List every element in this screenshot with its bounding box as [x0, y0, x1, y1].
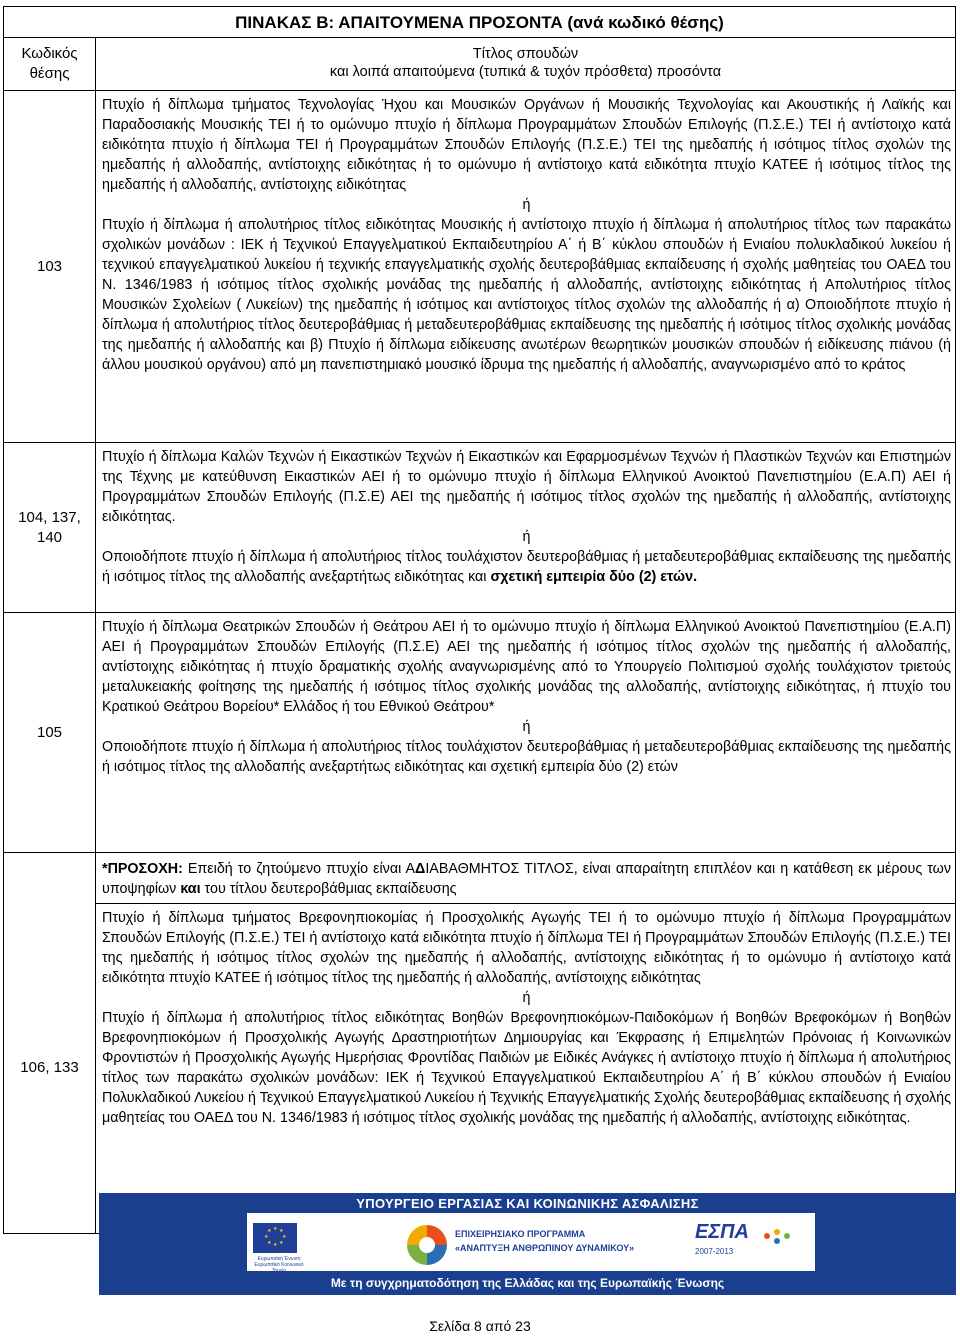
- qualification-text: [96, 613, 956, 853]
- position-code: 105: [4, 613, 96, 853]
- header-code-line2: θέσης: [29, 65, 70, 82]
- table-row-103: [4, 91, 956, 443]
- note-text: [96, 853, 956, 904]
- table-title: ΠΙΝΑΚΑΣ Β: ΑΠΑΙΤΟΥΜΕΝΑ ΠΡΟΣΟΝΤΑ (ανά κωδικό θέσης): [4, 7, 956, 38]
- qualification-paragraph: Πτυχίο ή δίπλωμα ή απολυτήριος τίτλος ειδικότητας Μουσικής ή αντίστοιχο πτυχίο ή δίπλωμα ή απολυτήριος τίτλος των παρακάτω σχολικών μονάδων : ΙΕΚ ή Τεχνικού Επαγγελματικού Εκπαιδευτηρίου Α΄ ή Β΄ κύκλου σπουδών ή Ενιαίου πολυκλαδικού λυκείου ή τεχνικού επαγγελματικού λυκείου ή τεχνικής επαγγελματικής σχολής δευτεροβάθμιας εκπαίδευσης ή σχολής μαθητείας του ΟΑΕΔ του Ν. 1346/1983 ή ισότιμος τίτλος σχολικής μονάδας της ημεδαπής ή αλλοδαπής, αντίστοιχης ειδικότητας ή Απολυτήριος τίτλος Μουσικών Σχολείων ( Λυκείων) της ημεδαπής ή ισότιμος και αντίστοιχος τίτλος σχολών της αλλοδαπής ή α) Οποιοδήποτε πτυχίο ή δίπλωμα ή απολυτήριος τίτλος δευτεροβάθμιας ή μεταδευτεροβάθμιας εκπαίδευσης της ημεδαπής ή ισότιμος τίτλος σχολικής μονάδας της ημεδαπής ή αλλοδαπής και β) Πτυχίο ή δίπλωμα ειδίκευσης ανωτέρων θεωρητικών μουσικών σπουδών ή ειδίκευσης πιάνου (ή άλλου μουσικού οργάνου) από μη πανεπιστημιακό μουσικό ίδρυμα της ημεδαπής ή αλλοδαπής, αναγνωρισμένο από το κράτος: [102, 217, 951, 373]
- qualification-paragraph: [102, 547, 951, 587]
- logos-strip: [247, 1213, 815, 1274]
- espa-logo: [695, 1221, 805, 1265]
- position-code: 106, 133: [4, 904, 96, 1234]
- experience-requirement: σχετική εμπειρία δύο (2) ετών.: [490, 569, 698, 585]
- table-row-104: [4, 443, 956, 613]
- position-code: 104, 137, 140: [4, 443, 96, 613]
- note-text-part: Επειδή το ζητούμενο πτυχίο είναι Α: [182, 861, 416, 877]
- or-separator: ή: [522, 990, 531, 1006]
- espa-mark: ΕΣΠΑ: [695, 1221, 749, 1243]
- qualification-text-start: Οποιοδήποτε πτυχίο ή δίπλωμα ή απολυτήριος τίτλος τουλάχιστον δευτεροβάθμιας ή μεταδευτεροβάθμιας εκπαίδευσης της ημεδαπής ή ισότιμος τίτλος της αλλοδαπής ανεξαρτήτως ειδικότητας και: [102, 549, 951, 585]
- header-code-line1: Κωδικός: [21, 45, 78, 62]
- position-code: 103: [4, 91, 96, 443]
- note-text-bold: και: [180, 881, 201, 897]
- or-separator: ή: [522, 529, 531, 545]
- espa-stars-icon: [759, 1225, 799, 1247]
- program-line2: «ΑΝΑΠΤΥΞΗ ΑΝΘΡΩΠΙΝΟΥ ΔΥΝΑΜΙΚΟΥ»: [455, 1243, 635, 1253]
- qualification-text: [96, 443, 956, 613]
- or-separator: ή: [522, 719, 531, 735]
- header-desc-line2: και λοιπά απαιτούμενα (τυπικά & τυχόν πρόσθετα) προσόντα: [329, 64, 722, 80]
- ministry-title: ΥΠΟΥΡΓΕΙΟ ΕΡΓΑΣΙΑΣ ΚΑΙ ΚΟΙΝΩΝΙΚΗΣ ΑΣΦΑΛΙΣΗΣ: [356, 1196, 699, 1211]
- program-line1: ΕΠΙΧΕΙΡΗΣΙΑΚΟ ΠΡΟΓΡΑΜΜΑ: [455, 1229, 586, 1239]
- note-text-bold: Δ: [415, 861, 426, 877]
- eu-caption: Ευρωπαϊκή Ένωση Ευρωπαϊκό Κοινωνικό Ταμείο: [254, 1256, 304, 1274]
- header-code: [4, 38, 96, 91]
- note-text-part: ΙΑΒΑΘΜΗΤΟΣ ΤΙΤΛΟΣ, είναι απαραίτητη επιπλέον και η κατάθεση εκ μέρους των υποψηφίων: [102, 861, 951, 897]
- program-emblem-icon: [407, 1225, 447, 1265]
- page-number: Σελίδα 8 από 23: [429, 1318, 531, 1334]
- funding-banner: [99, 1193, 956, 1295]
- qualification-text: [96, 91, 956, 443]
- attention-note: [102, 859, 951, 899]
- note-text-part: του τίτλου δευτεροβάθμιας εκπαίδευσης: [200, 881, 457, 897]
- qualification-paragraph: Πτυχίο ή δίπλωμα ή απολυτήριος τίτλος ειδικότητας Βοηθών Βρεφονηπιοκόμων-Παιδοκόμων ή Βοηθών Βρεφοκόμων ή Βοηθών Βρεφονηπιοκόμων ή Προσχολικής Αγωγής Δραστηριοτήτων Δημιουργίας και Έκφρασης ή Επιμελητών Πρόνοιας ή Κοινωνικών Φροντιστών ή Προσχολικής Αγωγής Ημερήσιας Φροντίδας Παιδιών με Ειδικές Ανάγκες ή αντίστοιχο πτυχίο ή δίπλωμα ή απολυτήριος τίτλος των παρακάτω σχολικών μονάδων: ΙΕΚ ή Τεχνικού Επαγγελματικού Εκπαιδευτηρίου Α΄ ή Β΄ κύκλου σπουδών ή Ενιαίου Πολυκλαδικού Λυκείου ή Τεχνικού Επαγγελματικού Λυκείου ή Τεχνικής Επαγγελματικής Σχολής δευτεροβάθμιας εκπαίδευσης ή σχολής μαθητείας του ΟΑΕΔ του Ν. 1346/1983 ή ισότιμος τίτλος σχολικής μονάδας της ημεδαπής ή αλλοδαπής, αντίστοιχης ειδικότητας.: [102, 1010, 951, 1126]
- qualification-paragraph: Πτυχίο ή δίπλωμα Θεατρικών Σπουδών ή Θεάτρου ΑΕΙ ή το ομώνυμο πτυχίο ή δίπλωμα Ελληνικού Ανοικτού Πανεπιστημίου (Ε.Α.Π) ΑΕΙ ή Προγραμμάτων Σπουδών Επιλογής (Π.Σ.Ε) ΑΕΙ της ημεδαπής ή ισότιμος τίτλος σχολών της ημεδαπής ή αλλοδαπής, αντίστοιχης ειδικότητας ή πτυχίο δραματικής σχολής αναγνωρισμένης από το Υπουργείο Πολιτισμού σχολής τουλάχιστον τριετούς μεταλυκειακής φοίτησης της ημεδαπής ή ισότιμος τίτλος σχολικής μονάδας της αλλοδαπής, αντίστοιχης ειδικότητας, ή πτυχίο του Κρατικού Θεάτρου Βορείου* Ελλάδος ή του Εθνικού Θεάτρου*: [102, 619, 951, 715]
- banner-caption: Με τη συγχρηματοδότηση της Ελλάδας και της Ευρωπαϊκής Ένωσης: [330, 1276, 725, 1290]
- table-row-105: [4, 613, 956, 853]
- qualification-paragraph: Πτυχίο ή δίπλωμα Καλών Τεχνών ή Εικαστικών Τεχνών ή Εικαστικών και Εφαρμοσμένων Τεχνών ή Πλαστικών Τεχνών και Επιστημών της Τέχνης με κατεύθυνση Εικαστικών ΑΕΙ ή το ομώνυμο πτυχίο ή δίπλωμα Ελληνικού Ανοικτού Πανεπιστημίου (Ε.Α.Π) ΑΕΙ ή Προγραμμάτων Σπουδών Επιλογής (Π.Σ.Ε) ΑΕΙ της ημεδαπής ή ισότιμος τίτλος σχολών της ημεδαπής ή αλλοδαπής, αντίστοιχης ειδικότητας.: [102, 449, 951, 525]
- header-description: [96, 38, 956, 91]
- or-separator: ή: [522, 197, 531, 213]
- empty-code-cell: [4, 853, 96, 904]
- operational-program-logo: [407, 1221, 637, 1265]
- eu-flag-icon: ★ ★ ★ ★ ★ ★ ★ ★: [253, 1223, 297, 1253]
- qualification-paragraph: Πτυχίο ή δίπλωμα τμήματος Βρεφονηπιοκομίας ή Προσχολικής Αγωγής ΤΕΙ ή το ομώνυμο πτυχίο ή δίπλωμα Προγραμμάτων Σπουδών Επιλογής (Π.Σ.Ε.) ΤΕΙ ή αντίστοιχο κατά ειδικότητα πτυχίο ή δίπλωμα ΤΕΙ ή Προγραμμάτων Σπουδών Επιλογής (Π.Σ.Ε.) ΤΕΙ της ημεδαπής ή ισότιμος τίτλος σχολών της ημεδαπής ή αλλοδαπής, αντίστοιχης ειδικότητας ή το ομώνυμο ή αντίστοιχο κατά ειδικότητα πτυχίο ΚΑΤΕΕ ή ισότιμος τίτλος της ημεδαπής ή αλλοδαπής, αντίστοιχης ειδικότητας: [102, 910, 951, 986]
- qualification-text: [96, 904, 956, 1234]
- table-row-note: [4, 853, 956, 904]
- table-header-row: [4, 38, 956, 91]
- qualification-paragraph: Πτυχίο ή δίπλωμα τμήματος Τεχνολογίας Ήχου και Μουσικών Οργάνων ή Μουσικής Τεχνολογίας και Ακουστικής ή Λαϊκής και Παραδοσιακής Μουσικής ΤΕΙ ή το ομώνυμο πτυχίο ή δίπλωμα Προγραμμάτων Σπουδών Επιλογής (Π.Σ.Ε.) ΤΕΙ ή αντίστοιχο κατά ειδικότητα πτυχίο ή δίπλωμα ΤΕΙ ή Προγραμμάτων Σπουδών Επιλογής (Π.Σ.Ε.) ΤΕΙ της ημεδαπής ή ισότιμος τίτλος σχολών της ημεδαπής ή αλλοδαπής, αντίστοιχης ειδικότητας ή το ομώνυμο ή αντίστοιχο κατά ειδικότητα πτυχίο ΚΑΤΕΕ ή ισότιμος τίτλος της ημεδαπής ή αλλοδαπής, αντίστοιχης ειδικότητας: [102, 97, 951, 193]
- qualification-paragraph: Οποιοδήποτε πτυχίο ή δίπλωμα ή απολυτήριος τίτλος τουλάχιστον δευτεροβάθμιας ή μεταδευτεροβάθμιας εκπαίδευσης της ημεδαπής ή ισότιμος τίτλος της αλλοδαπής ανεξαρτήτως ειδικότητας και σχετική εμπειρία δύο (2) ετών: [102, 739, 951, 775]
- espa-years: 2007-2013: [695, 1247, 734, 1256]
- requirements-table: [3, 6, 956, 1234]
- table-row-106: [4, 904, 956, 1234]
- note-label: *ΠΡΟΣΟΧΗ:: [102, 861, 183, 877]
- header-desc-line1: Τίτλος σπουδών: [472, 46, 579, 62]
